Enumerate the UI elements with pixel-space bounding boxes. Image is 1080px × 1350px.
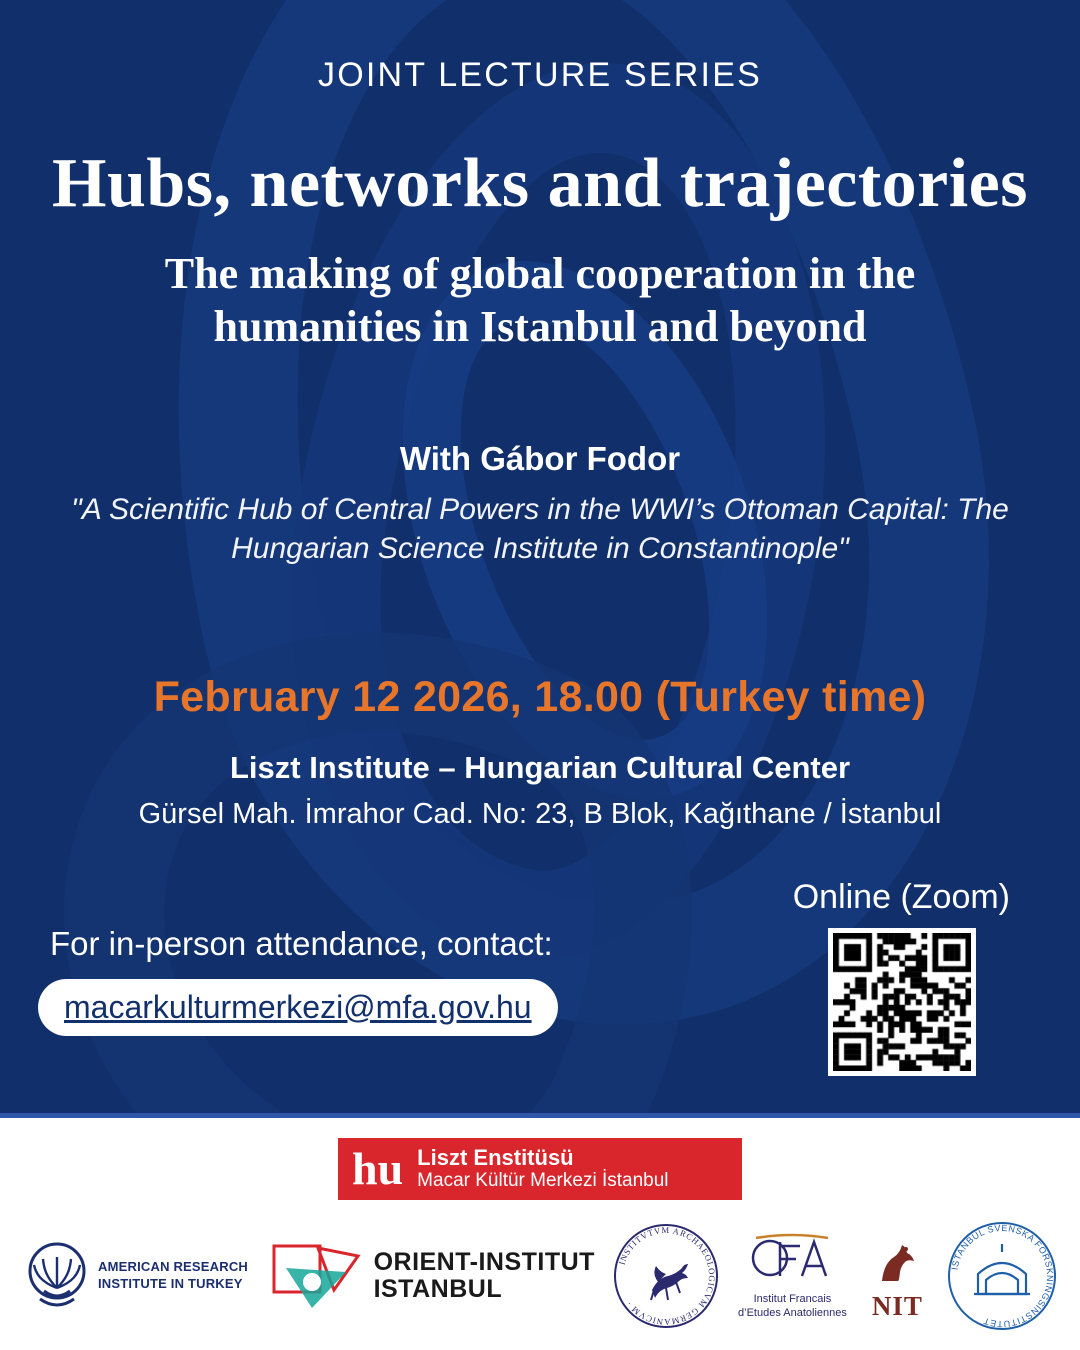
nit-label: NIT	[871, 1290, 923, 1321]
contact-email-pill[interactable]	[38, 979, 558, 1036]
partner-logo-arit	[24, 1241, 248, 1311]
oi-line2: ISTANBUL	[373, 1275, 503, 1303]
qr-code[interactable]	[828, 928, 976, 1076]
contact-email-link[interactable]: macarkulturmerkezi@mfa.gov.hu	[64, 989, 532, 1025]
partner-logo-dai	[614, 1224, 718, 1328]
event-venue: Liszt Institute – Hungarian Cultural Center	[229, 750, 851, 786]
dai-circular-label: INSTITVTVM ARCHAEOLOGICVM GERMANICVM ·	[617, 1224, 718, 1328]
palmette-icon	[24, 1241, 90, 1311]
page-subtitle: The making of global cooperation in the humanities in Istanbul and beyond	[164, 248, 916, 352]
oi-line1: ORIENT-INSTITUT	[373, 1247, 595, 1276]
liszt-institute-logo	[338, 1138, 742, 1200]
liszt-logo-line1: Liszt Enstitüsü	[417, 1144, 574, 1170]
poster-footer	[0, 1118, 1080, 1350]
ifea-line2: d’Etudes Anatoliennes	[738, 1306, 847, 1319]
partner-logo-srii	[948, 1222, 1056, 1330]
liszt-monogram-icon: hu	[352, 1143, 404, 1194]
series-label: JOINT LECTURE SERIES	[318, 56, 762, 94]
event-address: Gürsel Mah. İmrahor Cad. No: 23, B Blok, Kağıthane / İstanbul	[138, 798, 942, 831]
event-date: February 12 2026, 18.00 (Turkey time)	[153, 673, 927, 722]
partner-logo-ifea	[738, 1232, 847, 1321]
online-label: Online (Zoom)	[792, 878, 1010, 916]
speaker-name: With Gábor Fodor	[399, 439, 681, 477]
qr-code-image	[833, 933, 971, 1071]
srii-circular-label: ISTANBUL SVENSKA FORSKNINGSINSTITUTET	[949, 1222, 1056, 1330]
partner-logo-nit	[866, 1231, 928, 1322]
talk-title: "A Scientific Hub of Central Powers in the WWI’s Ottoman Capital: The Hungarian Science Institute in Constantinople"	[71, 492, 1009, 566]
section-divider	[0, 1113, 1080, 1118]
page-title: Hubs, networks and trajectories	[52, 145, 1028, 222]
griffin-icon	[866, 1231, 928, 1289]
pegasus-icon	[614, 1224, 718, 1328]
ifea-line1: Institut Francais	[753, 1292, 832, 1305]
ifea-monogram-icon	[746, 1232, 838, 1290]
poster-content	[0, 56, 1080, 831]
arit-line2: INSTITUTE IN TURKEY	[98, 1276, 243, 1291]
partner-logos	[0, 1216, 1080, 1336]
liszt-logo-line2: Macar Kültür Merkezi İstanbul	[417, 1170, 669, 1192]
contact-label: For in-person attendance, contact:	[50, 925, 553, 962]
mosque-dome-icon	[948, 1222, 1056, 1330]
partner-logo-orient-institut	[268, 1238, 595, 1314]
overlapping-shapes-icon	[268, 1238, 364, 1314]
arit-line1: AMERICAN RESEARCH	[98, 1259, 249, 1275]
